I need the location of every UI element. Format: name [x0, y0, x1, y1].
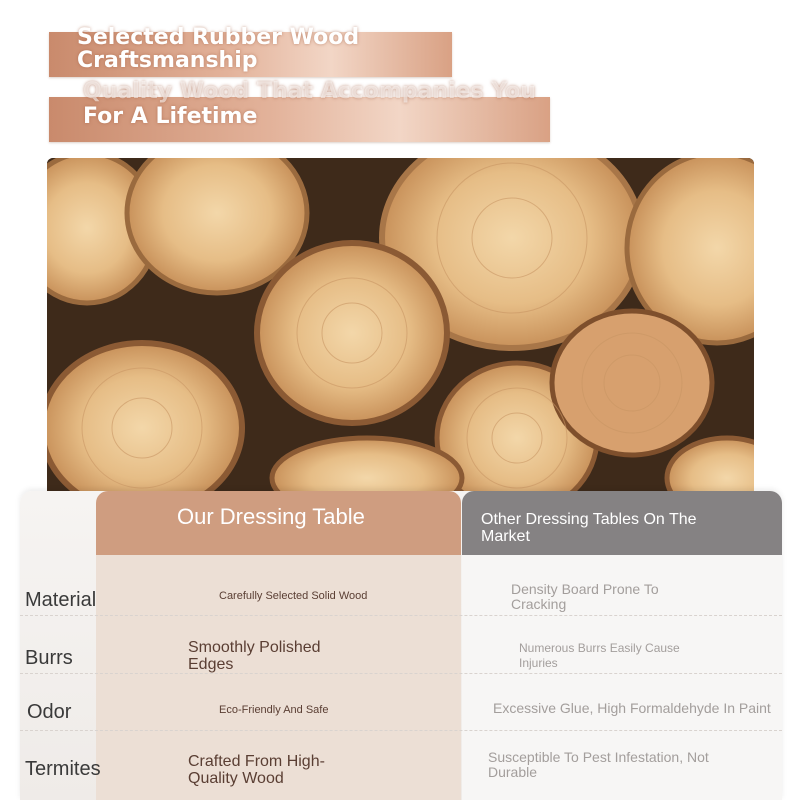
other-material-value: Density Board Prone To Cracking: [511, 581, 659, 612]
wood-logs-photo: [47, 158, 754, 498]
other-burrs-value: Numerous Burrs Easily Cause Injuries: [519, 641, 680, 670]
other-odor-value: Excessive Glue, High Formaldehyde In Paint: [493, 700, 771, 716]
other-termites-value: Susceptible To Pest Infestation, Not Durable: [488, 749, 709, 780]
title-line-2: Quality Wood That Accompanies You: [83, 79, 536, 104]
row-label-odor: Odor: [27, 701, 72, 723]
our-column-header: Our Dressing Table: [177, 504, 365, 529]
our-burrs-value: Smoothly Polished Edges: [188, 639, 321, 673]
title-line-3: For A Lifetime: [83, 104, 258, 129]
row-divider: [20, 673, 782, 674]
other-column-header: Other Dressing Tables On The Market: [481, 511, 697, 545]
our-material-value: Carefully Selected Solid Wood: [219, 590, 368, 602]
row-divider: [20, 730, 782, 731]
our-odor-value: Eco-Friendly And Safe: [219, 704, 329, 716]
row-label-burrs: Burrs: [25, 647, 73, 669]
row-divider: [20, 615, 782, 616]
our-termites-value: Crafted From High-Quality Wood: [188, 753, 325, 787]
row-label-material: Material: [25, 589, 97, 611]
row-label-termites: Termites: [25, 758, 101, 780]
title-line-1: Selected Rubber Wood Craftsmanship: [77, 25, 360, 74]
